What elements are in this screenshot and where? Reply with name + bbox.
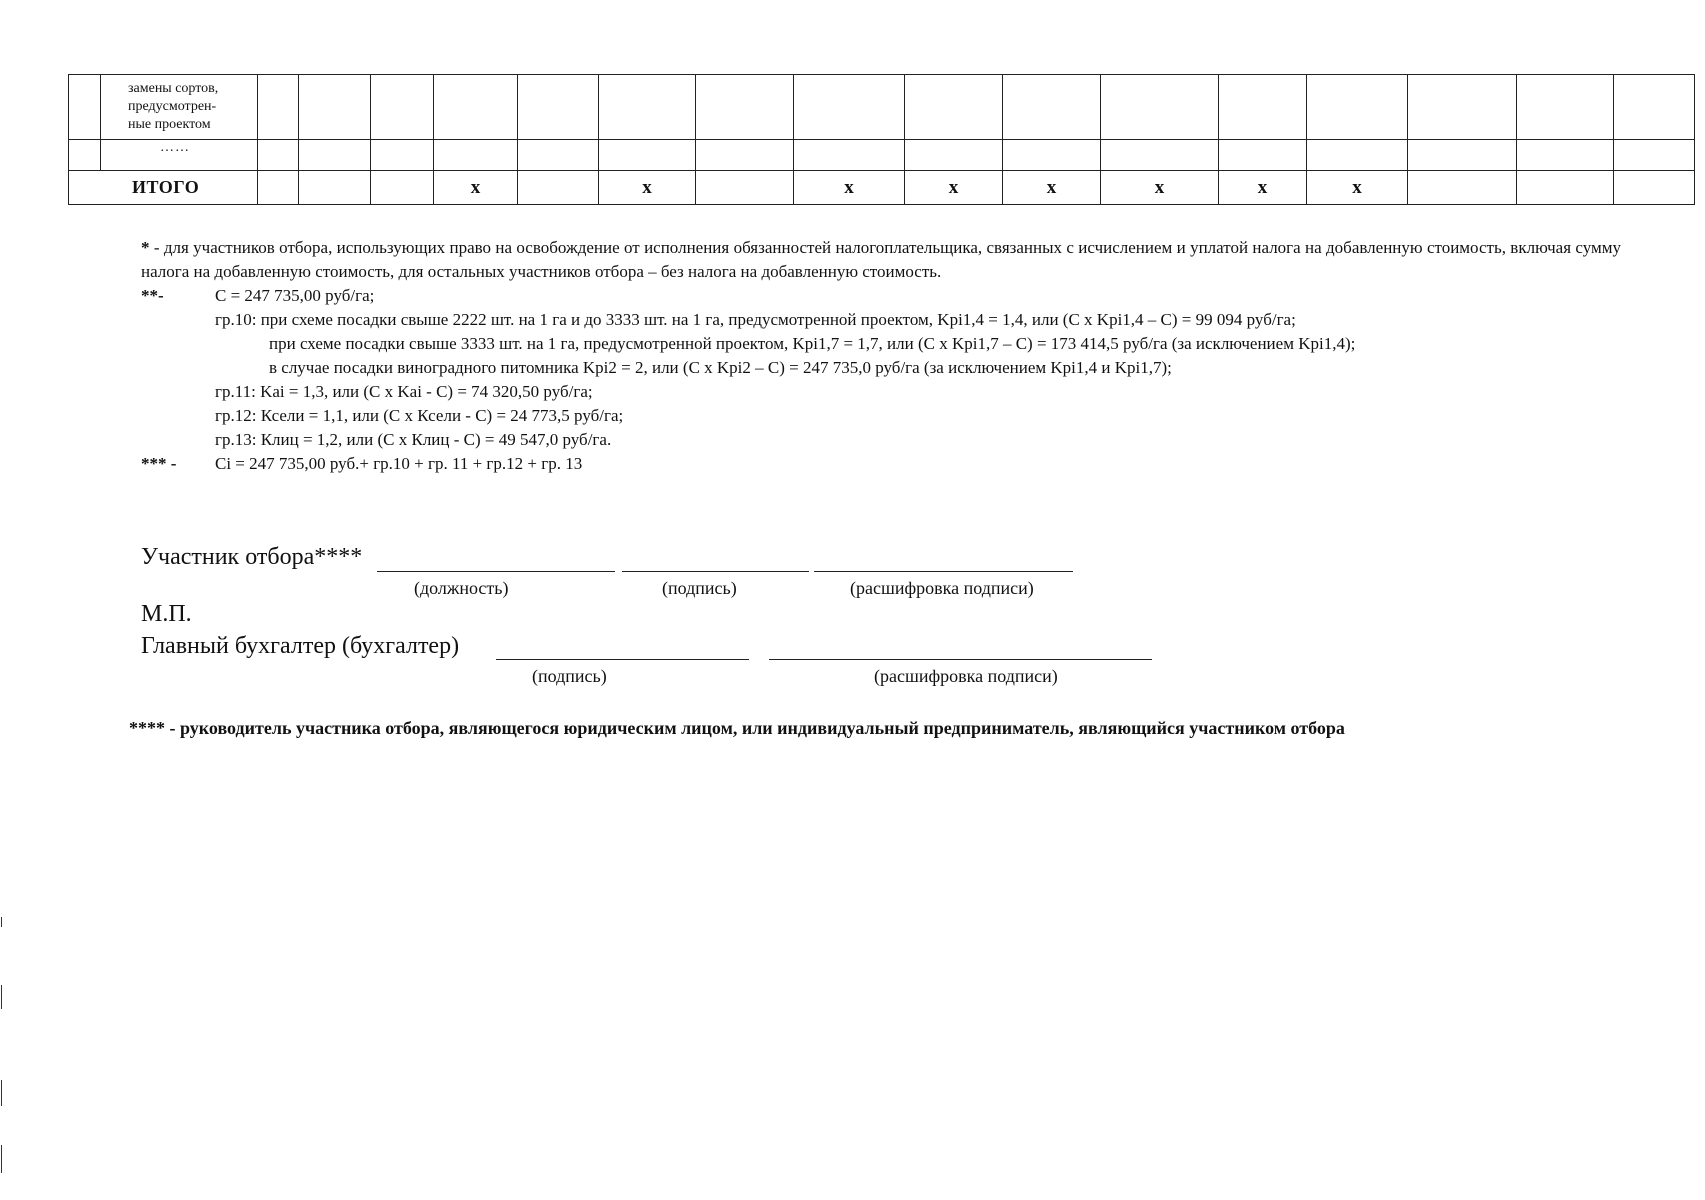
accountant-label: Главный бухгалтер (бухгалтер) [141, 633, 460, 659]
table-cell [1614, 171, 1695, 205]
scan-artifact [1, 917, 2, 927]
note-double-star: **- C = 247 735,00 руб/га; [141, 286, 375, 305]
note-gr13: гр.13: Клиц = 1,2, или (С х Клиц - С) = 49 547,0 руб/га. [215, 430, 612, 449]
table-cell [1408, 171, 1517, 205]
table-cell [299, 171, 371, 205]
participant-label: Участник отбора**** [141, 544, 363, 570]
table-cell [696, 171, 794, 205]
note-gr11: гр.11: Kai = 1,3, или (С х Kai - С) = 74 320,50 руб/га; [215, 382, 593, 401]
table-cell: x [1003, 171, 1101, 205]
scan-artifact [1, 1080, 2, 1106]
accountant-sign-caption: (подпись) [532, 666, 607, 686]
scan-artifact [1, 985, 2, 1009]
note-gr12: гр.12: Ксели = 1,1, или (С х Ксели - С) = 24 773,5 руб/га; [215, 406, 624, 425]
table-cell: x [1219, 171, 1307, 205]
table-cell: x [1307, 171, 1408, 205]
position-caption: (должность) [414, 578, 509, 598]
stamp-placeholder-label: М.П. [141, 601, 192, 627]
table-cell: x [794, 171, 905, 205]
itogo-row [69, 171, 1695, 205]
accountant-decode-line[interactable] [769, 659, 1152, 660]
table-cell [371, 171, 434, 205]
table-row [69, 75, 1695, 140]
tax-table [68, 74, 1695, 205]
table-cell: x [599, 171, 696, 205]
table-cell [258, 171, 299, 205]
table-cell [518, 171, 599, 205]
accountant-signature-line[interactable] [496, 659, 749, 660]
table-cell: x [1101, 171, 1219, 205]
table-row [69, 140, 1695, 171]
note-gr10-b: при схеме посадки свыше 3333 шт. на 1 га, предусмотренной проектом, Kpi1,7 = 1,7, или (С х Kpi1,7 – С) = 173 414,5 руб/га (за исключением Kpi1,4); [269, 334, 1356, 353]
table-cell: x [434, 171, 518, 205]
table-cell [1517, 171, 1614, 205]
note-gr10-a: гр.10: при схеме посадки свыше 2222 шт. на 1 га и до 3333 шт. на 1 га, предусмотренной проектом, Kpi1,4 = 1,4, или (С х Kpi1,4 – С) = 99 094 руб/га; [215, 310, 1296, 329]
scan-artifact [1, 1145, 2, 1173]
notes-section [141, 236, 1621, 476]
row-label-variety-replacement: замены сортов, предусмотрен- ные проектом [101, 75, 258, 140]
accountant-decode-caption: (расшифровка подписи) [874, 666, 1058, 686]
note-triple-star: *** - Ci = 247 735,00 руб.+ гр.10 + гр. 11 + гр.12 + гр. 13 [141, 454, 583, 473]
decode-caption: (расшифровка подписи) [850, 578, 1034, 598]
position-line[interactable] [377, 571, 615, 572]
signature-line[interactable] [622, 571, 809, 572]
sign-caption: (подпись) [662, 578, 737, 598]
note-single-star: * - для участников отбора, использующих право на освобождение от исполнения обязанностей налогоплательщика, связанных с исчислением и уплатой налога на добавленную стоимость, включая сумму налога на добавленную стоимость, для остальных участников отбора – без налога на добавленную стоимость. [141, 238, 1621, 281]
table-cell: x [905, 171, 1003, 205]
note-gr10-c: в случае посадки виноградного питомника Kpi2 = 2, или (С х Kpi2 – С) = 247 735,0 руб/га (за исключением Kpi1,4 и Kpi1,7); [269, 358, 1172, 377]
signature-decode-line[interactable] [814, 571, 1073, 572]
itogo-label: ИТОГО [69, 171, 258, 205]
footnote-quad-star: **** - руководитель участника отбора, являющегося юридическим лицом, или индивидуальный предприниматель, являющийся участником отбора [129, 718, 1345, 738]
row-label-ellipsis: …… [101, 140, 258, 171]
